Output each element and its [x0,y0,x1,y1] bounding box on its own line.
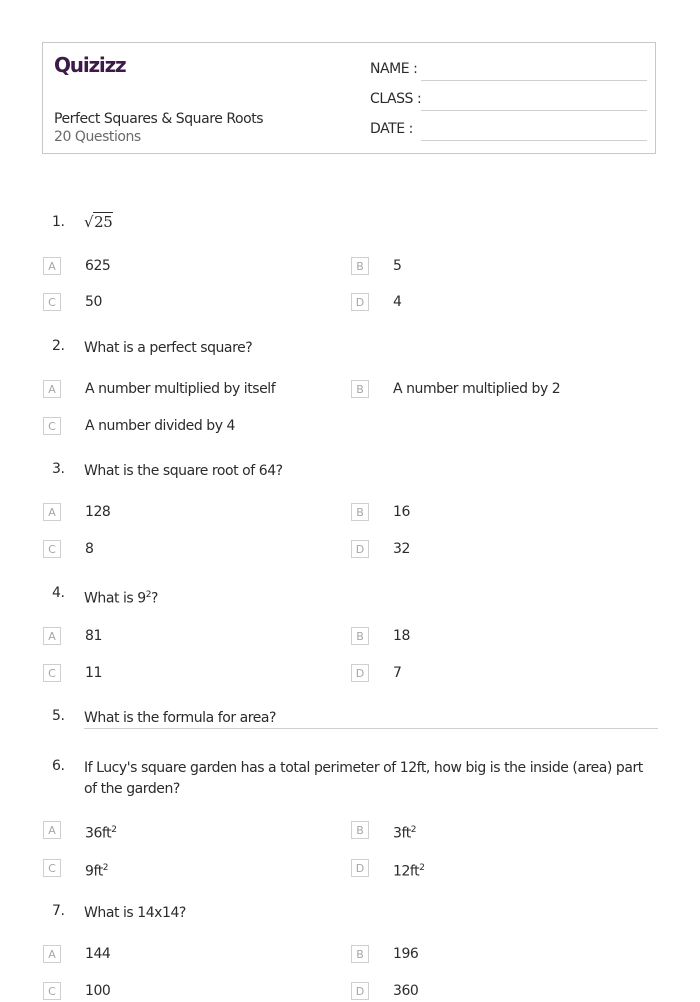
question-text: What is a perfect square? [84,340,253,356]
question-text-part: ? [151,590,158,607]
quizizz-logo: Quizizz [54,53,126,77]
name-field[interactable] [370,61,647,81]
option-letter: D [351,859,369,877]
option-letter: C [43,293,61,311]
square-root-expression [84,212,113,233]
question-number: 1. [52,214,65,230]
option-letter: B [351,380,369,398]
question-text-part: What is 9 [84,590,146,607]
option-text: 18 [393,628,410,644]
class-label: CLASS : [370,91,422,107]
question-text: What is the formula for area? [84,710,277,726]
option-text: $36ft^2$ [85,825,117,842]
option-text: 4 [393,294,402,310]
option-letter: A [43,627,61,645]
option-text: $3ft^2$ [393,825,417,842]
question-number: 6. [52,758,65,774]
option-letter: C [43,417,61,435]
question-number: 4. [52,585,65,601]
option-letter: C [43,859,61,877]
option-text: A number multiplied by 2 [393,381,561,397]
question-text [84,212,654,233]
question-text: What is 14x14? [84,905,186,921]
option-letter: D [351,664,369,682]
option-text: 11 [85,665,102,681]
question-number: 5. [52,708,65,724]
question-text: If Lucy's square garden has a total perimeter of 12ft, how big is the inside (area) part of the garden? [84,760,643,797]
name-line [421,80,647,81]
option-text: 5 [393,258,402,274]
option-text: 360 [393,983,419,999]
option-text: $9ft^2$ [85,863,109,880]
date-field[interactable] [370,121,647,141]
option-text: 16 [393,504,410,520]
date-line [421,140,647,141]
date-label: DATE : [370,121,413,137]
option-text: 81 [85,628,102,644]
question-text [84,585,654,610]
question-text: What is the square root of 64? [84,463,283,479]
answer-line[interactable] [84,728,658,729]
option-letter: A [43,945,61,963]
exponent: 2 [145,590,152,600]
option-letter: D [351,293,369,311]
question-number: 7. [52,903,65,919]
radical-sign: √ [84,213,94,231]
question-number: 2. [52,338,65,354]
option-letter: C [43,982,61,1000]
name-label: NAME : [370,61,418,77]
option-letter: D [351,540,369,558]
option-text: 196 [393,946,419,962]
option-letter: C [43,540,61,558]
radicand: 25 [94,213,113,231]
worksheet-header [42,42,656,154]
worksheet-title: Perfect Squares & Square Roots [54,111,264,127]
option-letter: C [43,664,61,682]
option-text: 625 [85,258,111,274]
option-letter: B [351,257,369,275]
option-letter: A [43,380,61,398]
option-text: $12ft^2$ [393,863,425,880]
class-field[interactable] [370,91,647,111]
question-count: 20 Questions [54,129,141,145]
option-text: 32 [393,541,410,557]
option-letter: B [351,945,369,963]
option-letter: B [351,627,369,645]
option-text: 128 [85,504,111,520]
class-line [421,110,647,111]
option-letter: B [351,503,369,521]
option-text: A number multiplied by itself [85,381,276,397]
option-letter: D [351,982,369,1000]
option-text: 144 [85,946,111,962]
option-text: 100 [85,983,111,999]
option-letter: A [43,503,61,521]
option-text: 7 [393,665,402,681]
option-letter: A [43,821,61,839]
option-text: 8 [85,541,94,557]
option-text: A number divided by 4 [85,418,235,434]
option-text: 50 [85,294,102,310]
question-number: 3. [52,461,65,477]
option-letter: B [351,821,369,839]
option-letter: A [43,257,61,275]
